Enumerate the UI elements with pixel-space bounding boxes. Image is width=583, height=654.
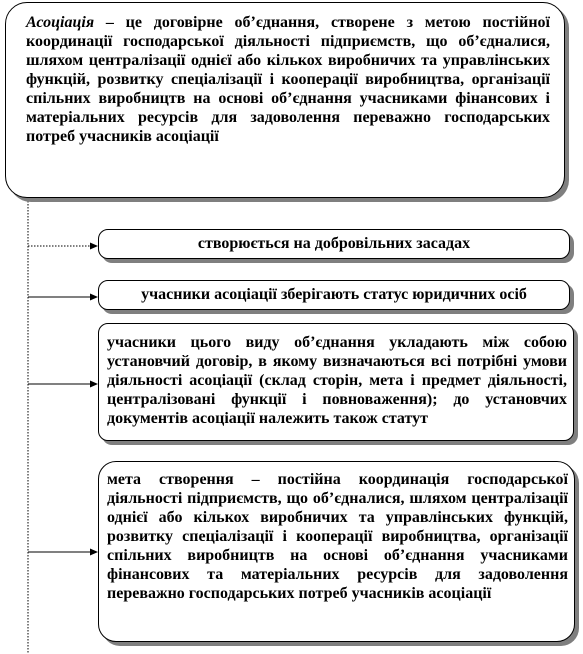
branch-arrow-1 (28, 243, 98, 250)
definition-text (26, 13, 550, 146)
feature-box-purpose (98, 461, 575, 642)
feature-box-legal-status (98, 280, 570, 310)
feature-text: створюється на добровільних засадах (197, 235, 471, 252)
definition-term: Асоціація (26, 14, 95, 31)
feature-text: мета створення – постійна координація господарської діяльності підприємств, що об’єдналися, шляхом централізації однієї або кількох виробничих та управлінських функцій, розвитку спеціалізації і кооперації виробництва, організації спільних виробництв на основі об’єднання учасниками фінансових та матеріальних ресурсів для задоволення переважно господарських потреб учасників асоціації (107, 471, 568, 602)
definition-box (5, 2, 565, 198)
feature-box-founding-agreement (98, 323, 574, 441)
branch-arrow-4 (28, 549, 98, 556)
feature-text: учасники цього виду об’єднання укладають між собою установчий договір, в якому визначаються всі потрібні умови діяльності асоціації (склад сторін, мета і предмет діяльності, централізовані функції і повноваження); до установчих документів асоціації належить також статут (107, 334, 567, 427)
definition-body: – це договірне об’єднання, створене з метою постійної координації господарської діяльності підприємств, що об’єдналися, шляхом централізації однієї або кількох виробничих та управлінських функцій, розвитку спеціалізації і кооперації виробництва, організації спільних виробництв на основі об’єднання учасниками фінансових і матеріальних ресурсів для задоволення переважно господарських потреб учасників асоціації (26, 14, 550, 145)
feature-box-voluntary (98, 229, 570, 259)
feature-text: учасники асоціації зберігають статус юридичних осіб (141, 286, 527, 303)
branch-arrow-2 (28, 294, 98, 301)
branch-arrow-3 (28, 381, 98, 388)
